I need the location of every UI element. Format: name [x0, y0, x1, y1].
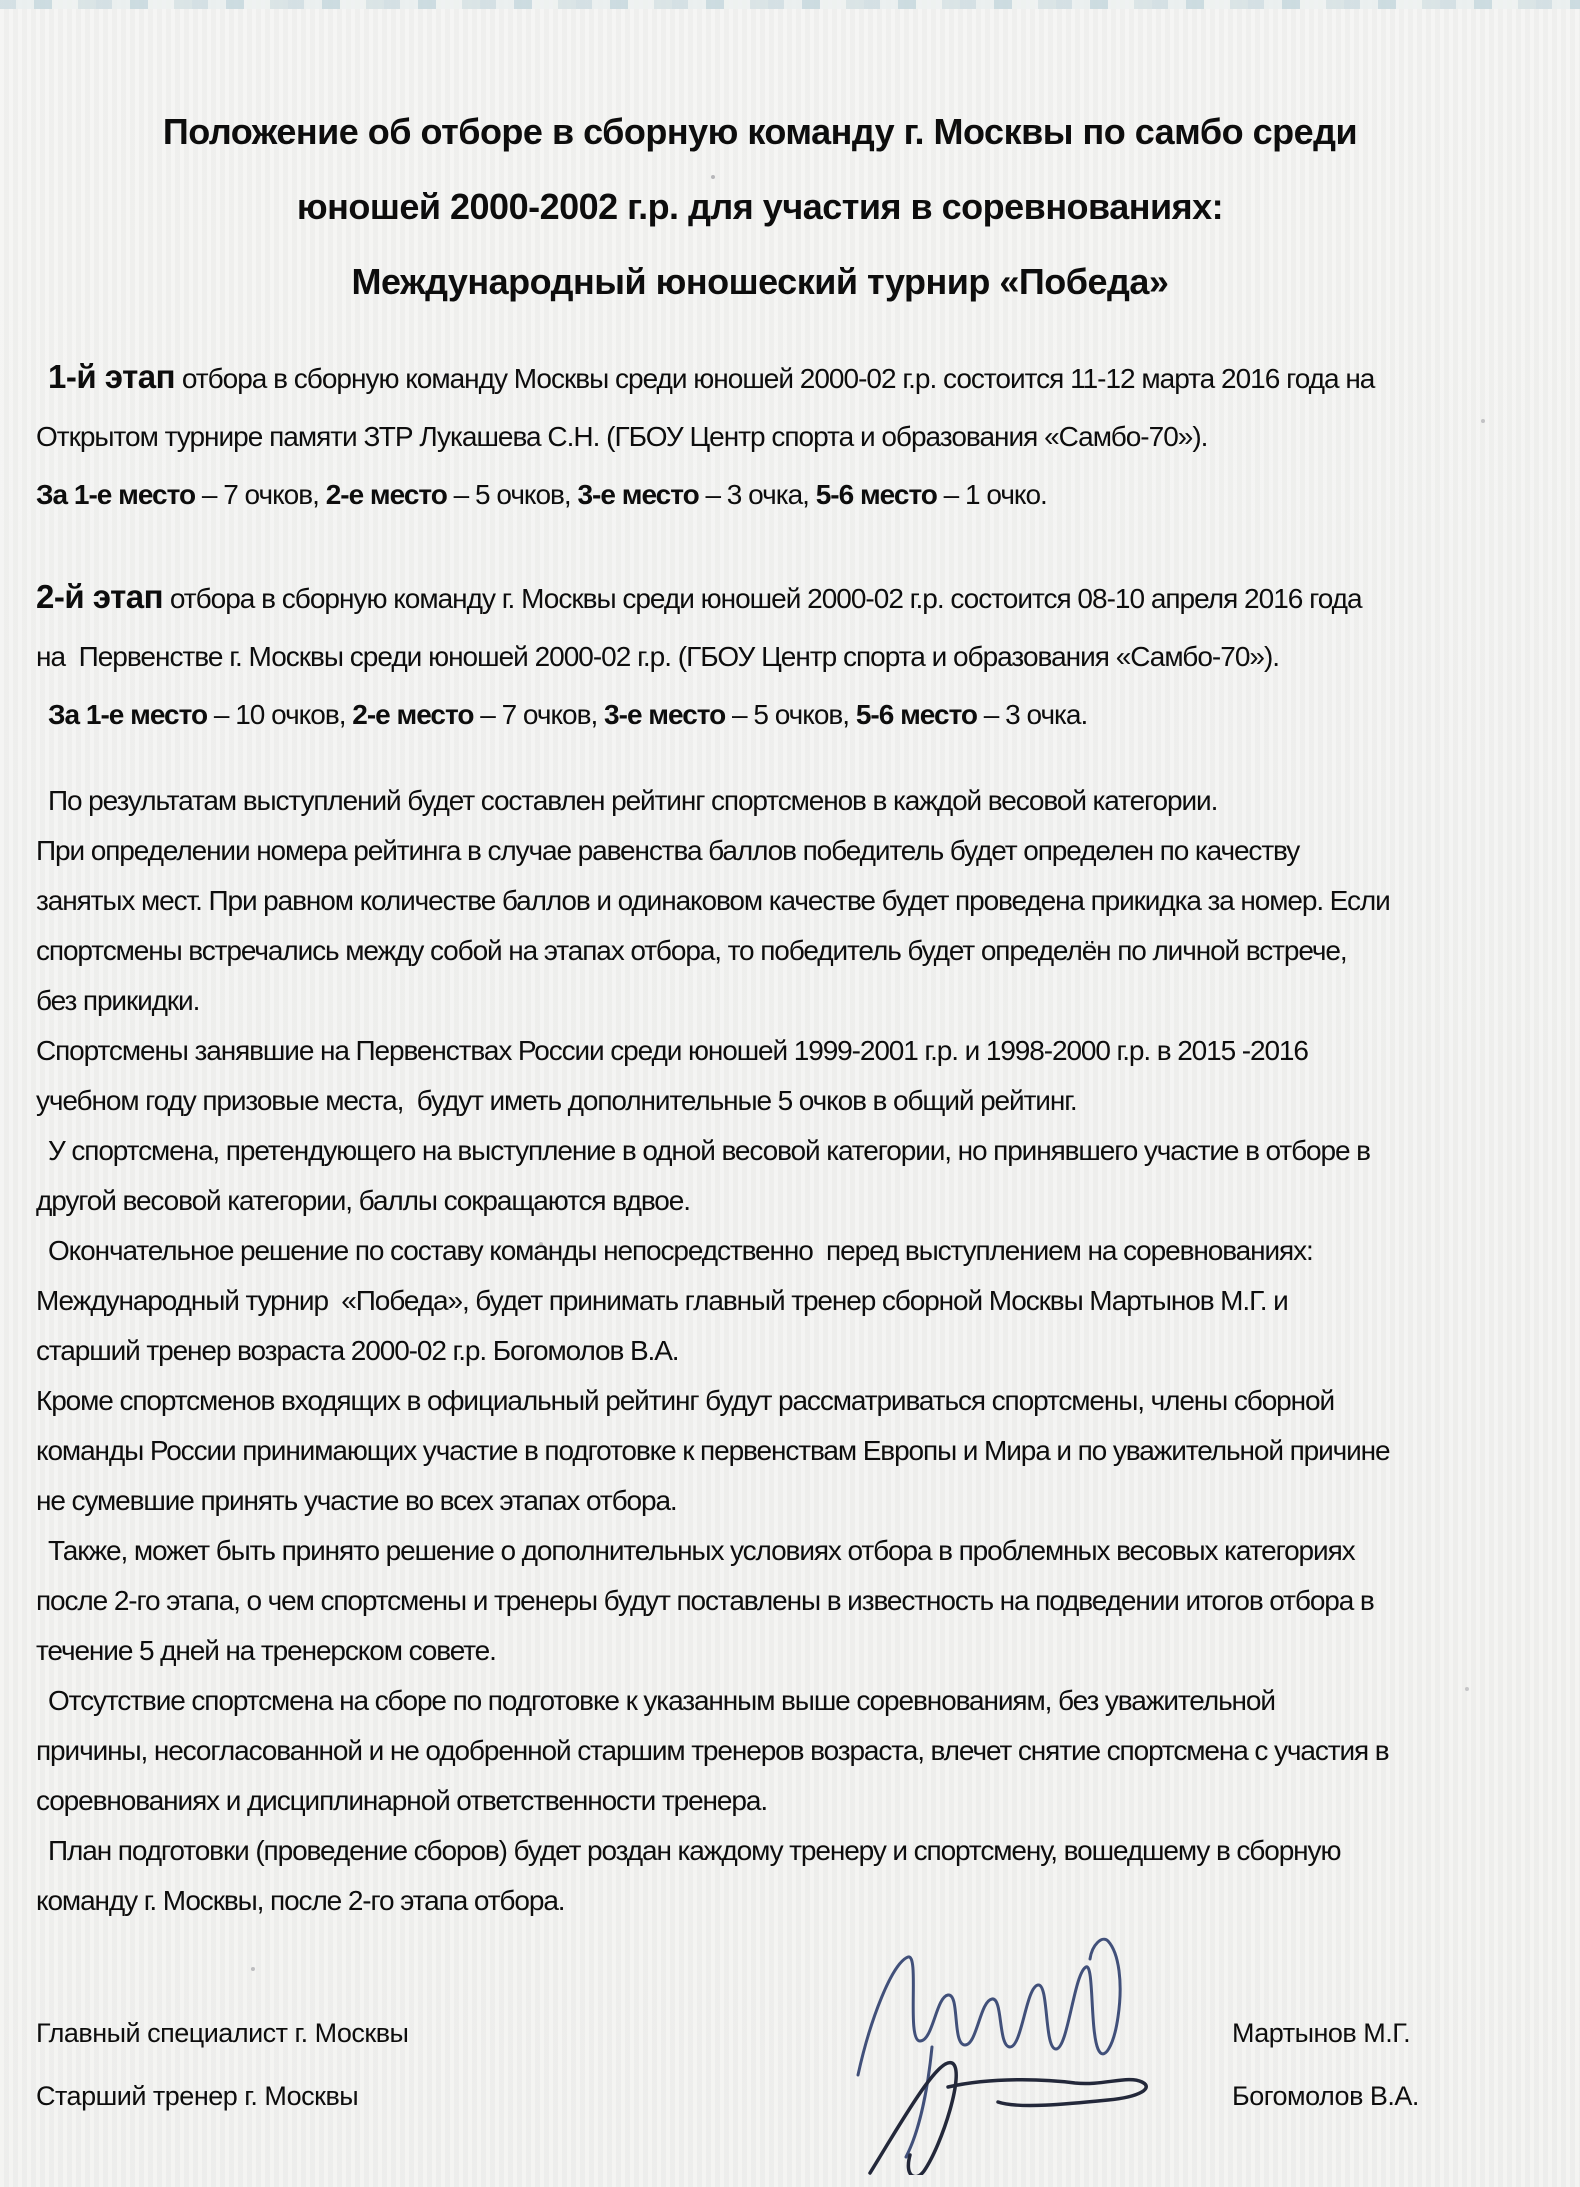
text-line	[36, 466, 1550, 524]
text-run: 3-е место	[604, 699, 726, 730]
text-run: – 1 очко.	[936, 479, 1047, 510]
signature-row-chief-specialist	[0, 2018, 1580, 2058]
text-line	[36, 1826, 1550, 1876]
text-run: План подготовки (проведение сборов) будет роздан каждому тренеру и спортсмену, вошедшему в сборную	[48, 1835, 1341, 1866]
text-line	[20, 244, 1500, 319]
text-run: без прикидки.	[36, 985, 200, 1016]
text-run: команды России принимающих участие в подготовке к первенствам Европы и Мира и по уважительной причине	[36, 1435, 1390, 1466]
signature-stroke-martynov-descender	[906, 2047, 932, 2157]
text-line	[36, 686, 1550, 744]
text-run: – 5 очков,	[446, 479, 578, 510]
document-title	[20, 94, 1500, 319]
text-run: За 1-е место	[48, 699, 208, 730]
text-run: на Первенстве г. Москвы среди юношей 2000-02 г.р. (ГБОУ Центр спорта и образования «Самбо-70»).	[36, 641, 1280, 672]
text-line	[36, 568, 1550, 628]
text-line	[36, 1176, 1550, 1226]
text-run: – 10 очков,	[207, 699, 353, 730]
text-line	[36, 826, 1550, 876]
text-line	[36, 1226, 1550, 1276]
text-run: 2-е место	[352, 699, 474, 730]
text-line	[36, 1526, 1550, 1576]
stage2-paragraph	[36, 568, 1550, 744]
text-line	[36, 348, 1550, 408]
text-run: – 3 очка,	[698, 479, 816, 510]
text-run: занятых мест. При равном количестве баллов и одинаковом качестве будет проведена прикидка за номер. Если	[36, 885, 1390, 916]
text-line	[36, 1126, 1550, 1176]
text-run: – 5 очков,	[725, 699, 856, 730]
text-line	[36, 1326, 1550, 1376]
text-run: не сумевшие принять участие во всех этапах отбора.	[36, 1485, 677, 1516]
signatory-role: Главный специалист г. Москвы	[36, 2018, 409, 2048]
signature-stroke-martynov	[858, 1939, 1120, 2075]
text-run: Международный юношеский турнир «Победа»	[351, 261, 1169, 302]
text-run: Открытом турнире памяти ЗТР Лукашева С.Н. (ГБОУ Центр спорта и образования «Самбо-70»).	[36, 421, 1208, 452]
signature-stroke-bogomolov	[870, 2063, 1146, 2175]
text-run: спортсмены встречались между собой на этапах отбора, то победитель будет определён по личной встрече,	[36, 935, 1347, 966]
text-run: – 7 очков,	[473, 699, 605, 730]
text-run: 5-6 место	[815, 479, 937, 510]
text-line	[36, 1726, 1550, 1776]
text-run: По результатам выступлений будет составлен рейтинг спортсменов в каждой весовой категории.	[48, 785, 1218, 816]
text-run: – 3 очка.	[977, 699, 1088, 730]
text-run: При определении номера рейтинга в случае равенства баллов победитель будет определен по качеству	[36, 835, 1300, 866]
text-run: 5-6 место	[855, 699, 978, 730]
signatory-name: Мартынов М.Г.	[1232, 2018, 1411, 2048]
scan-edge-artifact	[0, 0, 1580, 9]
text-line	[36, 1076, 1550, 1126]
text-line	[20, 169, 1500, 244]
text-run: после 2-го этапа, о чем спортсмены и тренеры будут поставлены в известность на подведении итогов отбора в	[36, 1585, 1374, 1616]
text-run: Международный турнир «Победа», будет принимать главный тренер сборной Москвы Мартынов М.Г. и	[36, 1285, 1288, 1316]
text-line	[36, 628, 1550, 686]
text-run: Кроме спортсменов входящих в официальный рейтинг будут рассматриваться спортсмены, члены сборной	[36, 1385, 1335, 1416]
text-run: отбора в сборную команду г. Москвы среди юношей 2000-02 г.р. состоится 08-10 апреля 2016 года	[163, 583, 1362, 614]
text-run: юношей 2000-2002 г.р. для участия в соревнованиях:	[296, 186, 1224, 227]
text-line	[36, 1876, 1550, 1926]
text-run: – 7 очков,	[195, 479, 326, 510]
signatory-role: Старший тренер г. Москвы	[36, 2081, 359, 2111]
signatory-name: Богомолов В.А.	[1232, 2081, 1419, 2111]
text-run: течение 5 дней на тренерском совете.	[36, 1635, 496, 1666]
text-line	[36, 1426, 1550, 1476]
text-run: За 1-е место	[36, 479, 196, 510]
text-run: старший тренер возраста 2000-02 г.р. Богомолов В.А.	[36, 1335, 679, 1366]
text-run: Окончательное решение по составу команды непосредственно перед выступлением на соревнованиях:	[48, 1235, 1313, 1266]
text-run: учебном году призовые места, будут иметь дополнительные 5 очков в общий рейтинг.	[36, 1085, 1077, 1116]
text-line	[36, 1776, 1550, 1826]
text-line	[36, 976, 1550, 1026]
text-run: команду г. Москвы, после 2-го этапа отбора.	[36, 1885, 565, 1916]
text-run: причины, несогласованной и не одобренной старшим тренеров возраста, влечет снятие спортсмена с участия в	[36, 1735, 1389, 1766]
text-run: 2-е место	[325, 479, 447, 510]
signature-row-senior-coach	[0, 2081, 1580, 2121]
text-line	[36, 1676, 1550, 1726]
text-run: 1-й этап	[48, 358, 176, 395]
text-run: 3-е место	[577, 479, 699, 510]
scan-noise-specks	[0, 0, 2, 2]
text-line	[36, 1476, 1550, 1526]
stage1-paragraph	[36, 348, 1550, 524]
text-line	[36, 776, 1550, 826]
handwritten-signature	[840, 1925, 1200, 2175]
text-run: отбора в сборную команду Москвы среди юношей 2000-02 г.р. состоится 11-12 марта 2016 года на	[175, 363, 1375, 394]
body-text	[36, 776, 1550, 1926]
text-line	[36, 1276, 1550, 1326]
text-line	[36, 408, 1550, 466]
text-line	[36, 926, 1550, 976]
text-run: 2-й этап	[36, 578, 164, 615]
text-line	[36, 1026, 1550, 1076]
text-run: другой весовой категории, баллы сокращаются вдвое.	[36, 1185, 690, 1216]
text-run: Отсутствие спортсмена на сборе по подготовке к указанным выше соревнованиям, без уважительной	[48, 1685, 1275, 1716]
text-line	[36, 876, 1550, 926]
text-run: У спортсмена, претендующего на выступление в одной весовой категории, но принявшего участие в отборе в	[48, 1135, 1370, 1166]
text-run: соревнованиях и дисциплинарной ответственности тренера.	[36, 1785, 768, 1816]
text-line	[36, 1576, 1550, 1626]
text-run: Спортсмены занявшие на Первенствах России среди юношей 1999-2001 г.р. и 1998-2000 г.р. в 2015 -2016	[36, 1035, 1308, 1066]
text-line	[20, 94, 1500, 169]
text-line	[36, 1376, 1550, 1426]
text-run: Положение об отборе в сборную команду г. Москвы по самбо среди	[162, 111, 1358, 152]
text-line	[36, 1626, 1550, 1676]
text-run: Также, может быть принято решение о дополнительных условиях отбора в проблемных весовых категориях	[48, 1535, 1355, 1566]
